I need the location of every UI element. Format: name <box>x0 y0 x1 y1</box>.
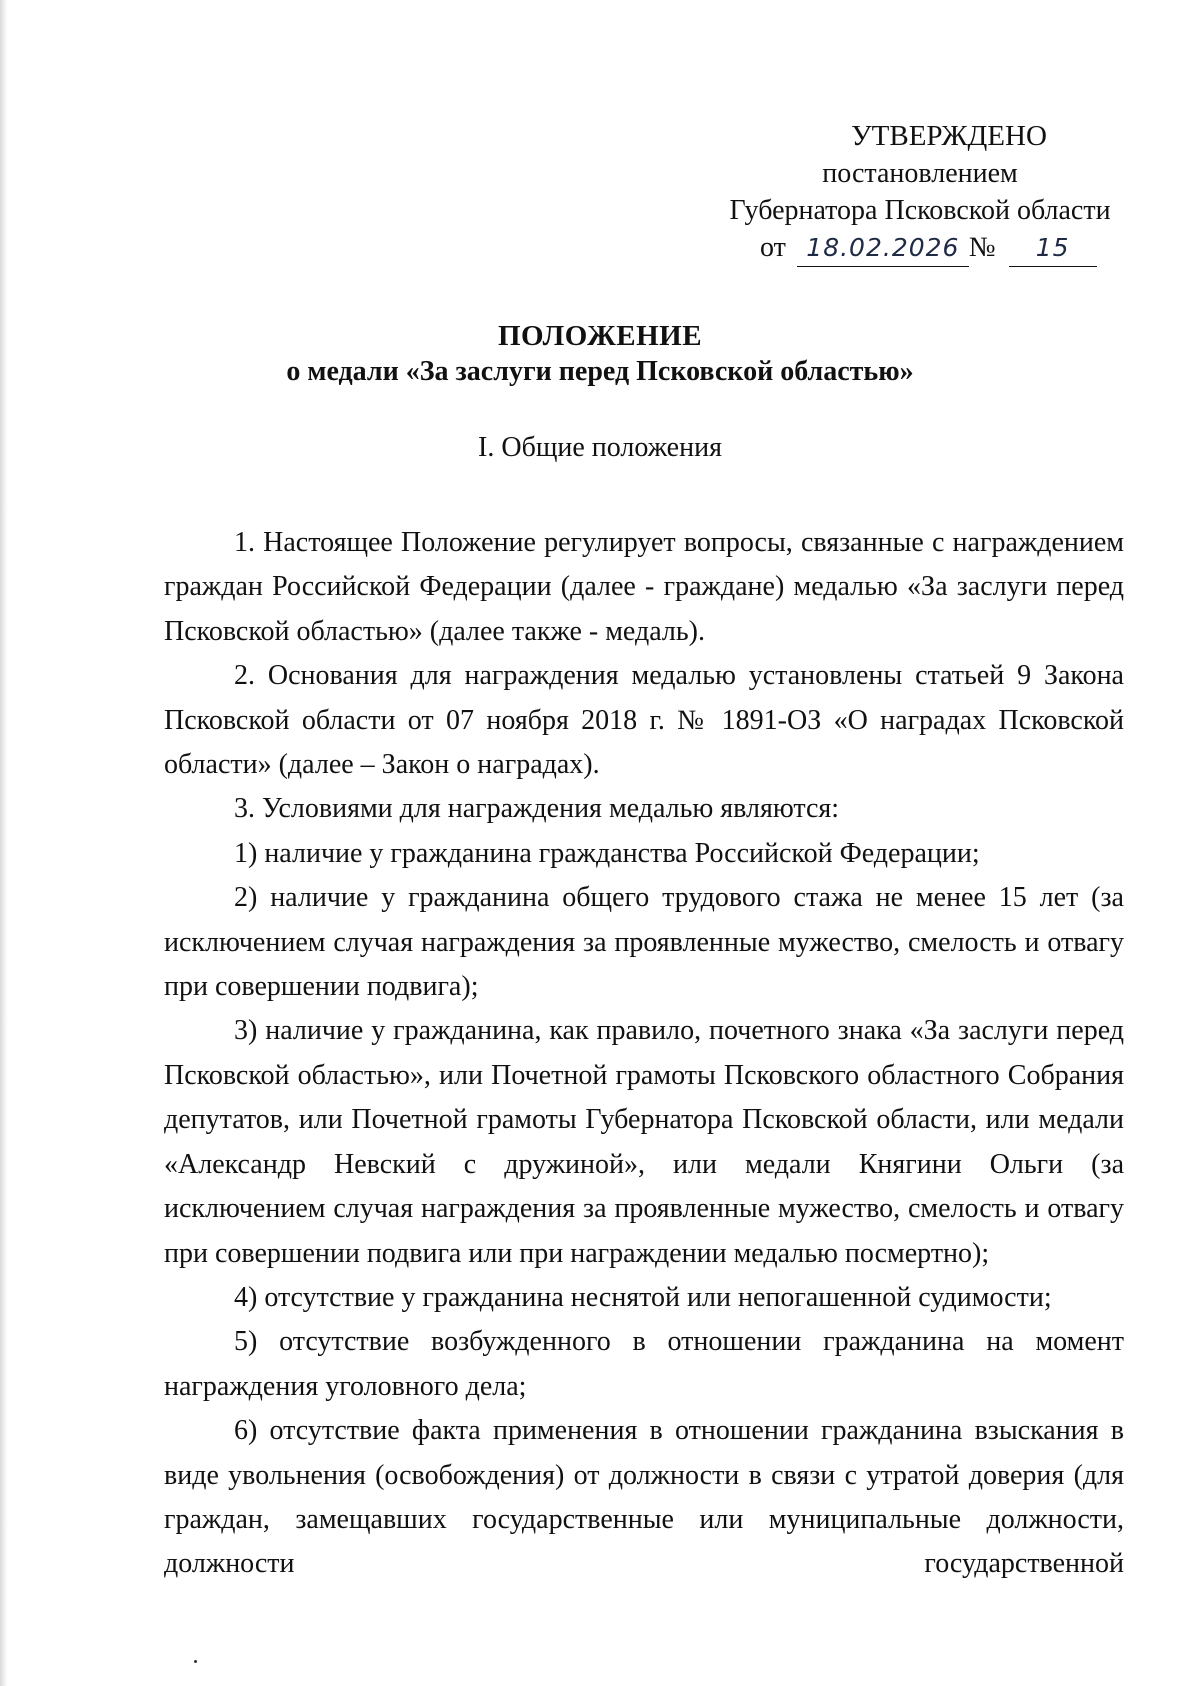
document-body <box>164 521 1124 1587</box>
number-prefix: № <box>968 232 996 263</box>
decree-date-number-line <box>700 229 1140 269</box>
condition-6: 6) отсутствие факта применения в отношении гражданина взыскания в виде увольнения (освобождения) от должности в связи с утратой доверия (для граждан, замещавших государственные или муниципальные должности, должности государственной <box>164 1415 1124 1580</box>
condition-5: 5) отсутствие возбужденного в отношении гражданина на момент награждения уголовного дела; <box>164 1326 1124 1402</box>
handwritten-number: 15 <box>1009 229 1097 267</box>
paragraph-3: 3. Условиями для награждения медалью являются: <box>234 793 840 825</box>
condition-2: 2) наличие у гражданина общего трудового стажа не менее 15 лет (за исключением случая награждения за проявленные мужество, смелость и отвагу при совершении подвига); <box>164 882 1124 1003</box>
condition-3: 3) наличие у гражданина, как правило, почетного знака «За заслуги перед Псковской областью», или Почетной грамоты Псковского областного Собрания депутатов, или Почетной грамоты Губернатора Псковской области, или медали «Александр Невский с дружиной», или медали Княгини Ольги (за исключением случая награждения за проявленные мужество, смелость и отвагу при совершении подвига или при награждении медалью посмертно); <box>164 1015 1124 1269</box>
condition-1: 1) наличие у гражданина гражданства Российской Федерации; <box>234 837 980 869</box>
date-prefix: от <box>760 232 786 263</box>
approval-stamp-block <box>700 118 1140 269</box>
handwritten-date: 18.02.2026 <box>797 229 969 267</box>
paragraph-1: 1. Настоящее Положение регулирует вопросы, связанные с награждением граждан Российской Федерации (далее - граждане) медалью «За заслуги перед Псковской областью» (далее также - медаль). <box>164 527 1124 647</box>
approved-label: УТВЕРЖДЕНО <box>851 120 1047 152</box>
paragraph-2: 2. Основания для награждения медалью установлены статьей 9 Закона Псковской области от 07 ноября 2018 г. № 1891-ОЗ «О наградах Псковской области» (далее – Закон о наградах). <box>164 660 1124 781</box>
document-subtitle: о медали «За заслуги перед Псковской областью» <box>286 356 914 387</box>
section-heading: I. Общие положения <box>478 432 722 463</box>
scan-speck <box>194 1660 197 1663</box>
condition-4: 4) отсутствие у гражданина неснятой или непогашенной судимости; <box>234 1281 1052 1313</box>
scan-edge <box>0 0 8 1686</box>
authority-label: Губернатора Псковской области <box>729 195 1111 226</box>
decree-label: постановлением <box>822 158 1018 189</box>
document-title: ПОЛОЖЕНИЕ <box>497 320 703 352</box>
